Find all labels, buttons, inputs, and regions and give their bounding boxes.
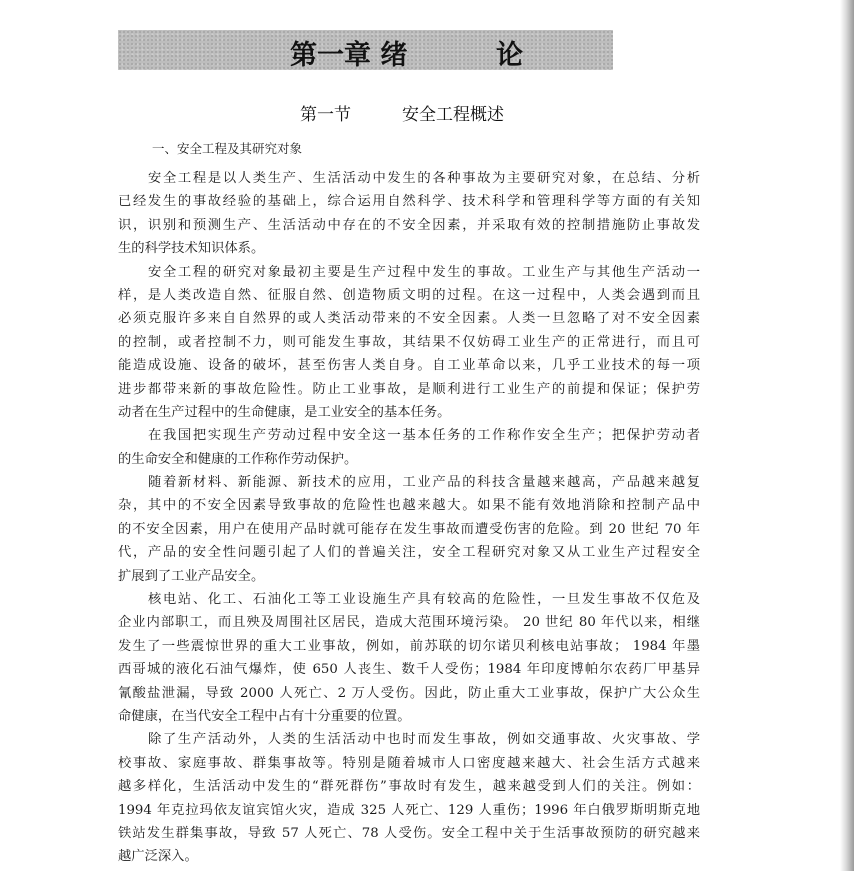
paragraph-line: 企业内部职工，而且殃及周围社区居民，造成大范围环境污染。 20 世纪 80 年代以来，相继 — [118, 615, 700, 631]
paragraph-line: 越广泛深入。 — [118, 849, 198, 865]
paragraph-line: 铁站发生群集事故，导致 57 人死亡、78 人受伤。安全工程中关于生活事故预防的研究越来 — [118, 825, 700, 841]
paragraph-line: 校事故、家庭事故、群集事故等。特别是随着城市人口密度越来越大、社会生活方式越来 — [118, 755, 700, 771]
paragraph-line: 的生命安全和健康的工作称作劳动保护。 — [118, 451, 358, 467]
paragraph-line: 越多样化，生活活动中发生的“群死群伤”事故时有发生，越来越受到人们的关注。例如： — [118, 779, 700, 795]
subsection-title: 一、安全工程及其研究对象 — [152, 141, 303, 156]
section-title — [300, 100, 504, 125]
paragraph-line: 核电站、化工、石油化工等工业设施生产具有较高的危险性，一旦发生事故不仅危及 — [148, 592, 700, 608]
paragraph-line: 必须克服许多来自自然界的或人类活动带来的不安全因素。人类一旦忽略了对不安全因素 — [118, 311, 700, 327]
paragraph-line: 进步都带来新的事故危险性。防止工业事故，是顺利进行工业生产的前提和保证；保护劳 — [118, 381, 700, 397]
paragraph-line: 命健康，在当代安全工程中占有十分重要的位置。 — [118, 708, 411, 724]
paragraph-line: 安全工程的研究对象最初主要是生产过程中发生的事故。工业生产与其他生产活动一 — [148, 264, 700, 280]
paragraph-line: 已经发生的事故经验的基础上，综合运用自然科学、技术科学和管理科学等方面的有关知 — [118, 194, 700, 210]
paragraph-line: 扩展到了工业产品安全。 — [118, 568, 265, 584]
paragraph-line: 除了生产活动外，人类的生活活动中也时而发生事故，例如交通事故、火灾事故、学 — [148, 732, 700, 748]
paragraph-line: 1994 年克拉玛依友谊宾馆火灾，造成 325 人死亡、129 人重伤；1996 年白俄罗斯明斯克地 — [118, 802, 700, 818]
paragraph-line: 西哥城的液化石油气爆炸，使 650 人丧生、数千人受伤；1984 年印度博帕尔农药厂甲基异 — [118, 662, 700, 678]
section-number: 第一节 — [300, 105, 351, 125]
chapter-banner — [118, 30, 613, 70]
section-heading: 安全工程概述 — [402, 105, 504, 125]
body-text — [118, 167, 700, 869]
page-edge-shadow — [840, 0, 854, 871]
paragraph-line: 生的科学技术知识体系。 — [118, 241, 265, 257]
paragraph-line: 安全工程是以人类生产、生活活动中发生的各种事故为主要研究对象，在总结、分析 — [148, 171, 700, 186]
chapter-title-right: 论 — [496, 40, 523, 71]
paragraph-line: 代，产品的安全性问题引起了人们的普遍关注，安全工程研究对象又从工业生产过程安全 — [118, 545, 700, 561]
chapter-title-left: 第一章 绪 — [290, 40, 408, 71]
paragraph-line: 随着新材料、新能源、新技术的应用，工业产品的科技含量越来越高，产品越来越复 — [148, 475, 700, 491]
paragraph-line: 能造成设施、设备的破坏，甚至伤害人类自身。自工业革命以来，几乎工业技术的每一项 — [118, 358, 700, 374]
paragraph-line: 在我国把实现生产劳动过程中安全这一基本任务的工作称作安全生产；把保护劳动者 — [148, 428, 700, 444]
paragraph-line: 的不安全因素，用户在使用产品时就可能存在发生事故而遭受伤害的危险。到 20 世纪 70 年 — [118, 521, 700, 537]
paragraph-line: 识，识别和预测生产、生活活动中存在的不安全因素，并采取有效的控制措施防止事故发 — [118, 217, 700, 233]
paragraph-line: 的控制，或者控制不力，则可能发生事故，其结果不仅妨碍工业生产的正常进行，而且可 — [118, 334, 700, 350]
paragraph-line: 发生了一些震惊世界的重大工业事故，例如，前苏联的切尔诺贝利核电站事故； 1984 年墨 — [118, 638, 700, 654]
paragraph-line: 样，是人类改造自然、征服自然、创造物质文明的过程。在这一过程中，人类会遇到而且 — [118, 287, 700, 303]
paragraph-line: 杂，其中的不安全因素导致事故的危险性也越来越大。如果不能有效地消除和控制产品中 — [118, 498, 700, 514]
paragraph-line: 动者在生产过程中的生命健康，是工业安全的基本任务。 — [118, 404, 451, 420]
paragraph-line: 氰酸盐泄漏，导致 2000 人死亡、2 万人受伤。因此，防止重大工业事故，保护广大公众生 — [118, 685, 700, 701]
